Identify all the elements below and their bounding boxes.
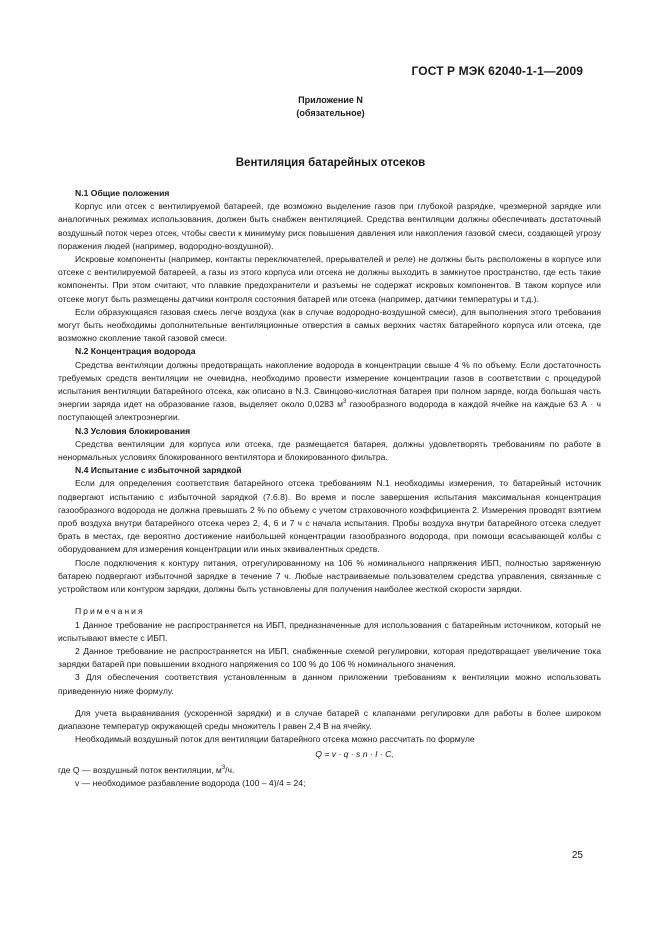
paragraph: Необходимый воздушный поток для вентиляции батарейного отсека можно рассчитать по формуле (75, 734, 475, 745)
superscript: 3 (221, 764, 226, 771)
section-heading-n1: N.1 Общие положения (75, 188, 170, 198)
definition-q (58, 764, 601, 777)
paragraph-text: Средства вентиляции должны предотвращать накопление водорода в концентрации свыше 4 % по объему. Если достаточность требуемых средств вентиляции не очевидна, необходимо провести измерение концентрации газов в соответствии с процедурой испытания вентиляции батарейного отсека, как описано в N.3. Свинцово-кислотная батарея при полном заряде, когда большая часть энергии заряда идет на образование газов, выделяет около 0,0283 м (58, 359, 601, 410)
annex-status: (обязательное) (296, 108, 365, 118)
document-body (58, 187, 601, 790)
annex-header (0, 94, 661, 120)
standard-number: ГОСТ Р МЭК 62040-1-1—2009 (411, 64, 583, 78)
superscript: 3 (343, 399, 347, 406)
note-3: 3 Для обеспечения соответствия установленным в данном приложении требованиям к вентиляции можно использовать приведенную ниже формулу. (58, 672, 601, 696)
page-number: 25 (571, 850, 583, 861)
paragraph (58, 359, 601, 425)
annex-title: Приложение N (298, 95, 363, 105)
paragraph: Для учета выравнивания (ускоренной зарядки) и в случае батарей с клапанами регулировки для работы в более широком диапазоне температур окружающей среды множитель I равен 2,4 В на ячейку. (58, 707, 601, 731)
notes-title: Примечания (75, 606, 145, 617)
document-title: Вентиляция батарейных отсеков (235, 157, 426, 169)
formula: Q = v · q · s n · I · C, (315, 749, 394, 760)
section-heading-n2: N.2 Концентрация водорода (75, 346, 196, 357)
paragraph: После подключения к контуру питания, отрегулированному на 106 % номинального напряжения ИБП, полностью заряженную батарею подвергают избыточной зарядке в течение 7 ч. Любые настраиваемые пользователем средства управления, связанные с устройством или контуром зарядки, должны быть установлены для получения наиболее жесткой скорости зарядки. (58, 557, 601, 595)
definition-text: /ч. (225, 764, 235, 775)
note-2: 2 Данное требование не распространяется на ИБП, снабженные схемой регулировки, которая предотвращает увеличение тока зарядки батарей при повышении входного напряжения со 100 % до 106 % номинального значения. (58, 645, 601, 670)
definition-text: где Q — воздушный поток вентиляции, м (58, 764, 222, 775)
paragraph: Если образующаяся газовая смесь легче воздуха (как в случае водородно-воздушной смеси), для выполнения этого требования могут быть необходимы дополнительные вентиляционные отверстия в самых верхних частях батарейного корпуса или отсека, где возможно скопление такой газовой смеси. (58, 306, 601, 344)
definition-v: v — необходимое разбавление водорода (100 – 4)/4 = 24; (75, 777, 306, 788)
paragraph: Средства вентиляции для корпуса или отсека, где размещается батарея, должны удовлетворять требованиям по работе в ненормальных условиях блокированного вентилятора и блокированного фильтра. (58, 438, 601, 463)
paragraph-text: газообразного водорода в каждой ячейке на каждые 63 А · ч поступающей электроэнергии. (58, 399, 601, 423)
paragraph: Корпус или отсек с вентилируемой батареей, где возможно выделение газов при глубокой разрядке, чрезмерной зарядке или аналогичных режимах использования, должен быть снабжен вентиляцией. Средства вентиляции должны обеспечивать достаточный воздушный поток через отсек, чтобы свести к минимуму риск повышения давления или накопления газовой смеси, создающей угрозу поражения людей (например, водородно-воздушной). (58, 201, 601, 251)
note-1: 1 Данное требование не распространяется на ИБП, предназначенные для использования с батарейным источником, который не испытывают вместе с ИБП. (58, 619, 601, 643)
paragraph: Если для определения соответствия батарейного отсека требованиям N.1 необходимы измерения, то батарейный источник подвергают испытанию с избыточной зарядкой (7.6.8). Во время и после завершения испытания максимальная концентрация газообразного водорода не должна превышать 2 % по объему с учетом страховочного коэффициента 2. Измерения проводят взятием проб воздуха внутри батарейного отсека через 2, 4, 6 и 7 ч с начала испытания. Пробы воздуха внутри батарейного отсека следует брать в местах, где вероятно достижение наибольшей концентрации газообразного водорода, при помощи всасывающей колбы с оборудованием для измерения концентрации или иных эквивалентных средств. (58, 478, 601, 555)
section-heading-n4: N.4 Испытание с избыточной зарядкой (75, 465, 242, 476)
paragraph: Искровые компоненты (например, контакты переключателей, прерывателей и реле) не должны быть расположены в корпусе или отсеке с вентилируемой батареей, а газы из этого корпуса или отсека не должны выходить в замкнутое пространство, где есть такие компоненты. При этом считают, что плавкие предохранители и разъемы не содержат искровых компонентов. В таком корпусе или отсеке могут быть размещены датчики контроля состояния батарей или отсека (например, датчики температуры и т.д.). (58, 254, 601, 304)
section-heading-n3: N.3 Условия блокирования (75, 425, 191, 436)
